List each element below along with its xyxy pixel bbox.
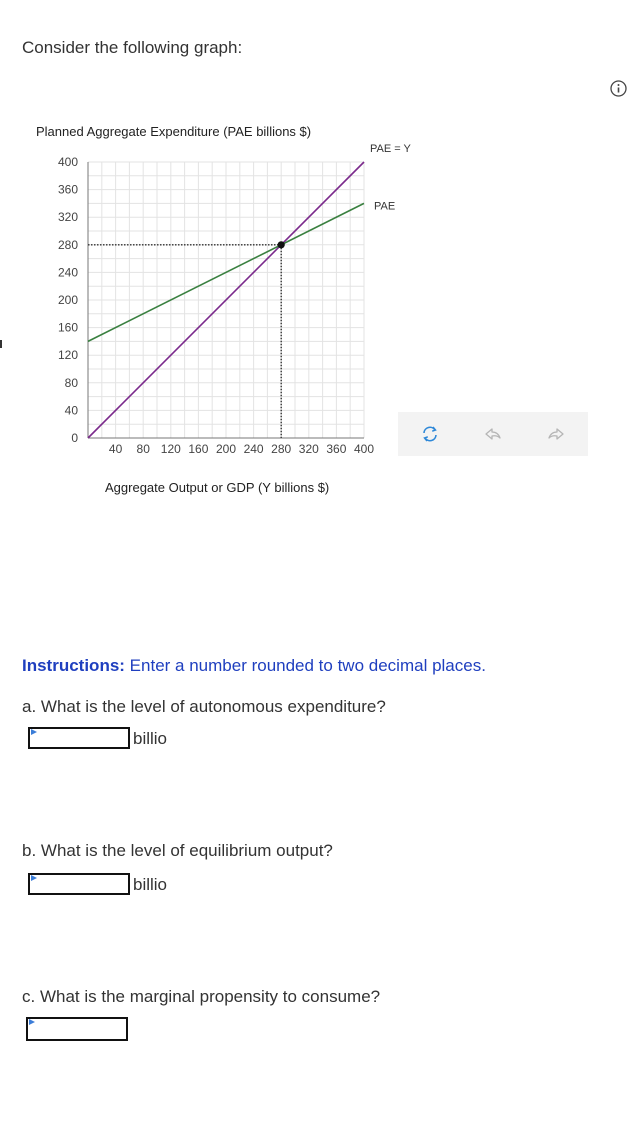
y-axis-title: Planned Aggregate Expenditure (PAE billions $) (36, 124, 312, 139)
graph-toolbar (398, 412, 588, 456)
question-b-prompt: b. What is the level of equilibrium output? (22, 841, 333, 860)
y-tick-label: 400 (57, 155, 78, 169)
y-tick-label: 200 (57, 293, 78, 307)
y-tick-label: 40 (64, 403, 78, 418)
reset-icon (420, 424, 440, 444)
y-tick-label: 320 (57, 210, 78, 225)
reset-button[interactable] (408, 412, 452, 456)
x-tick-label: 360 (326, 442, 347, 456)
answer-a-input[interactable] (28, 727, 130, 749)
info-icon[interactable] (610, 80, 627, 97)
x-tick-label: 400 (353, 442, 375, 456)
x-tick-label: 240 (243, 442, 264, 456)
x-tick-label: 40 (108, 442, 123, 456)
x-tick-label: 80 (136, 442, 150, 456)
series-label: PAE = Y (370, 143, 411, 155)
x-tick-label: 320 (298, 442, 319, 456)
y-tick-label: 240 (57, 265, 78, 280)
chart-labels (36, 124, 412, 495)
x-tick-label: 120 (160, 442, 181, 456)
intro-text: Consider the following graph: (22, 38, 243, 57)
y-tick-label: 80 (64, 375, 78, 390)
answer-a-unit: billio (133, 729, 168, 748)
equilibrium-point (278, 241, 285, 248)
instructions-label: Instructions: (22, 656, 125, 675)
input-marker-icon (29, 1019, 35, 1025)
y-tick-label: 0 (71, 431, 78, 445)
series-label: PAE (374, 200, 396, 213)
undo-icon (483, 424, 503, 444)
input-marker-icon (31, 729, 37, 735)
x-axis-title: Aggregate Output or GDP (Y billions $) (105, 480, 330, 495)
answer-b-input[interactable] (28, 873, 130, 895)
redo-button[interactable] (534, 412, 578, 456)
question-a-prompt: a. What is the level of autonomous expenditure? (22, 697, 386, 716)
y-tick-label: 280 (57, 237, 78, 252)
y-tick-label: 160 (57, 320, 78, 335)
input-marker-icon (31, 875, 37, 881)
y-tick-label: 120 (57, 348, 78, 363)
x-tick-label: 280 (271, 442, 292, 456)
answer-b-unit: billio (133, 875, 168, 894)
question-c-prompt: c. What is the marginal propensity to consume? (22, 987, 381, 1006)
instructions (22, 656, 486, 676)
redo-icon (546, 424, 566, 444)
instructions-text: Enter a number rounded to two decimal places. (124, 656, 486, 675)
x-tick-label: 200 (215, 442, 237, 456)
y-tick-label: 360 (57, 182, 78, 197)
undo-button[interactable] (471, 412, 515, 456)
x-tick-label: 160 (188, 442, 209, 456)
answer-c-input[interactable] (26, 1017, 128, 1041)
